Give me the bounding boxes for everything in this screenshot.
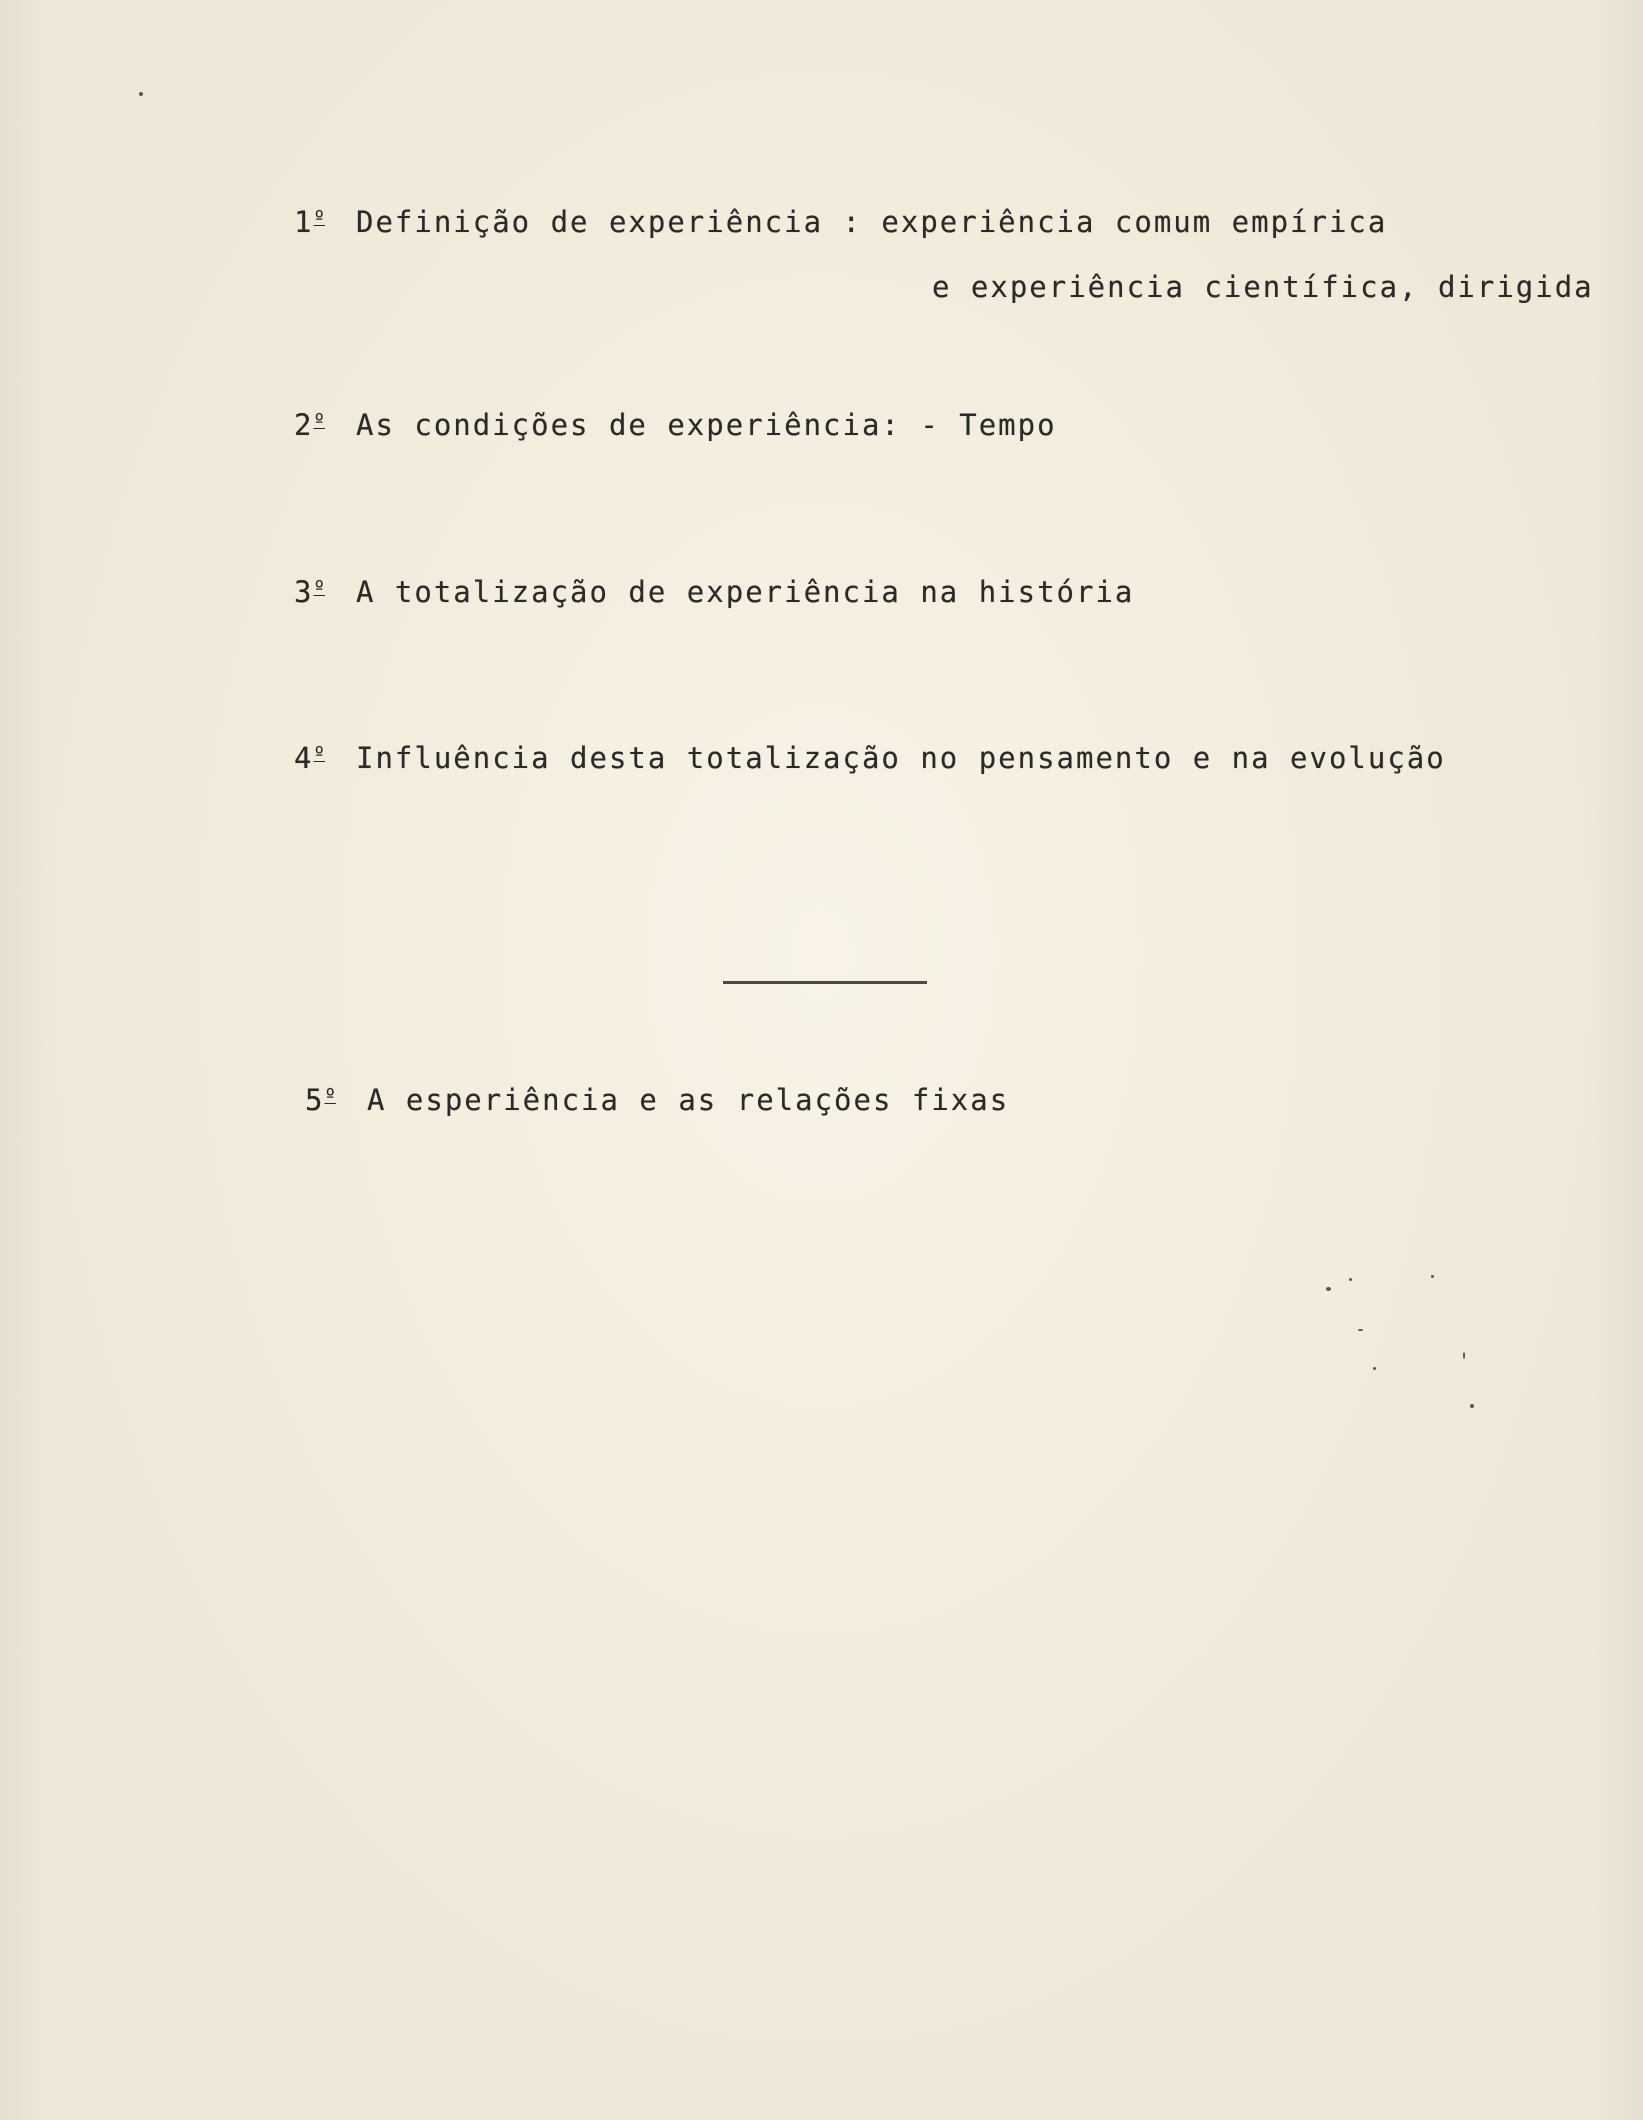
outline-item-4: [294, 741, 1446, 775]
outline-item-3: [294, 575, 1134, 609]
paper-speck: [1463, 1352, 1465, 1359]
paper-speck: [1470, 1404, 1474, 1408]
item-3-text: A totalização de experiência na história: [356, 575, 1135, 609]
paper-speck: [139, 92, 143, 96]
item-2-number: $2^º$: [294, 408, 325, 442]
section-divider: [723, 981, 927, 984]
item-3-number: $3^º$: [294, 575, 325, 609]
paper-speck: [1373, 1367, 1376, 1370]
item-1-number: $1^º$: [294, 205, 325, 239]
paper-speck: [1431, 1275, 1434, 1278]
item-4-number: $4^º$: [294, 741, 325, 775]
item-5-number: $5^º$: [305, 1083, 336, 1117]
outline-item-1: [294, 205, 1387, 239]
item-5-text: A esperiência e as relações fixas: [367, 1083, 1010, 1117]
item-2-text: As condições de experiência: - Tempo: [356, 408, 1057, 442]
paper-speck: [1349, 1278, 1352, 1281]
paper-speck: [1326, 1287, 1331, 1291]
item-4-text: Influência desta totalização no pensamento e na evolução: [356, 741, 1446, 775]
outline-item-2: [294, 408, 1057, 442]
item-1-continuation: e experiência científica, dirigida: [932, 270, 1594, 304]
paper-speck: [1358, 1329, 1363, 1331]
item-1-text: Definição de experiência : experiência comum empírica: [356, 205, 1388, 239]
outline-item-5: [305, 1083, 1009, 1117]
